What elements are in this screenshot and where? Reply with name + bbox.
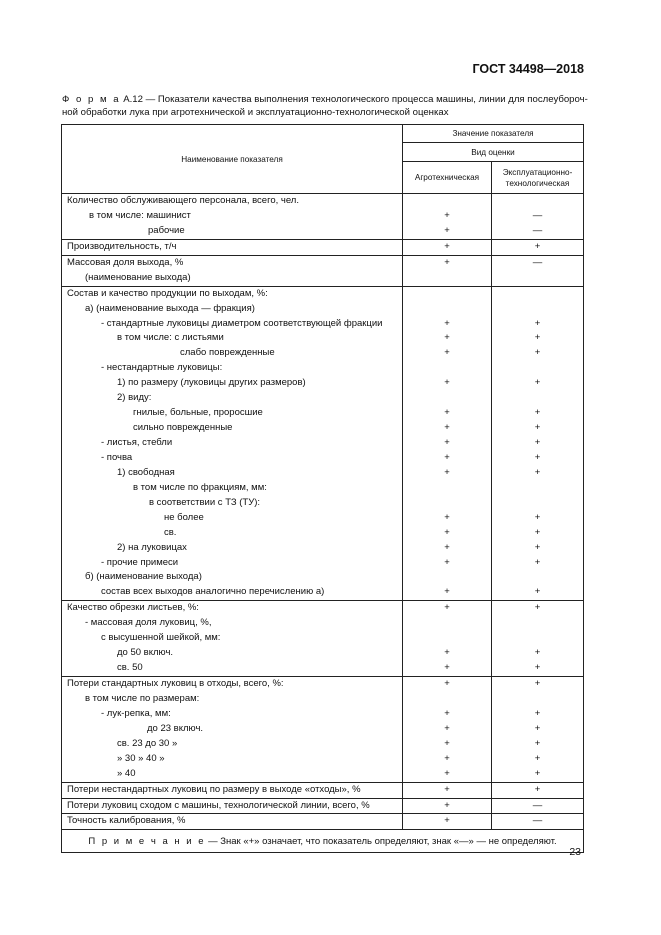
column-header-expl: Эксплуатационно-технологическая [492, 162, 584, 194]
indicator-name: с высушенной шейкой, мм: [62, 631, 403, 646]
expl-value [492, 391, 584, 406]
expl-value: + [492, 376, 584, 391]
page-number: 23 [569, 846, 581, 858]
agro-value: + [403, 661, 492, 676]
table-row [62, 239, 584, 255]
agro-value: + [403, 752, 492, 767]
table-row [62, 466, 584, 481]
agro-value: + [403, 331, 492, 346]
note-word: П р и м е ч а н и е [88, 835, 206, 847]
table-row [62, 677, 584, 692]
indicator-name: 1) по размеру (луковицы других размеров) [62, 376, 403, 391]
table-row [62, 255, 584, 270]
document-code: ГОСТ 34498—2018 [472, 62, 584, 76]
agro-value: + [403, 798, 492, 814]
indicator-name: - стандартные луковицы диаметром соответствующей фракции [62, 317, 403, 332]
table-row [62, 631, 584, 646]
table-row [62, 767, 584, 782]
indicator-name: до 23 включ. [62, 722, 403, 737]
agro-value [403, 361, 492, 376]
expl-value: — [492, 209, 584, 224]
table-row [62, 570, 584, 585]
expl-value [492, 361, 584, 376]
table-row [62, 556, 584, 571]
table-row [62, 421, 584, 436]
expl-value [492, 496, 584, 511]
indicator-name: Количество обслуживающего персонала, всего, чел. [62, 194, 403, 209]
indicator-name: Потери нестандартных луковиц по размеру в выходе «отходы», % [62, 782, 403, 798]
expl-value [492, 302, 584, 317]
indicator-name: слабо поврежденные [62, 346, 403, 361]
agro-value [403, 570, 492, 585]
expl-value: + [492, 466, 584, 481]
indicator-name: Потери луковиц сходом с машины, технологической линии, всего, % [62, 798, 403, 814]
expl-value: + [492, 421, 584, 436]
table-row [62, 511, 584, 526]
agro-value: + [403, 737, 492, 752]
table-row [62, 209, 584, 224]
indicator-name: в соответствии с ТЗ (ТУ): [62, 496, 403, 511]
table-row [62, 271, 584, 286]
table-row [62, 481, 584, 496]
expl-value: — [492, 255, 584, 270]
expl-value: + [492, 601, 584, 616]
column-header-kind: Вид оценки [403, 143, 584, 162]
table-row [62, 692, 584, 707]
table-row [62, 707, 584, 722]
indicator-name: Массовая доля выхода, % [62, 255, 403, 270]
agro-value [403, 391, 492, 406]
agro-value: + [403, 556, 492, 571]
table-note [62, 830, 584, 853]
agro-value [403, 692, 492, 707]
indicator-name: 2) на луковицах [62, 541, 403, 556]
indicator-name: св. 23 до 30 » [62, 737, 403, 752]
expl-value: + [492, 752, 584, 767]
expl-value: — [492, 798, 584, 814]
indicator-name: - листья, стебли [62, 436, 403, 451]
form-word: Ф о р м а [62, 94, 121, 105]
table-row [62, 814, 584, 830]
agro-value: + [403, 511, 492, 526]
indicator-name: состав всех выходов аналогично перечислению а) [62, 585, 403, 600]
table-row [62, 361, 584, 376]
indicator-name: Точность калибрования, % [62, 814, 403, 830]
agro-value: + [403, 526, 492, 541]
agro-value: + [403, 255, 492, 270]
column-header-value: Значение показателя [403, 125, 584, 143]
indicator-name: рабочие [62, 224, 403, 239]
expl-value: + [492, 782, 584, 798]
indicator-name: Состав и качество продукции по выходам, %: [62, 286, 403, 301]
table-row [62, 391, 584, 406]
expl-value: + [492, 646, 584, 661]
expl-value: + [492, 541, 584, 556]
indicator-name: не более [62, 511, 403, 526]
indicator-name: Производительность, т/ч [62, 239, 403, 255]
agro-value [403, 194, 492, 209]
table-row [62, 451, 584, 466]
expl-value: + [492, 526, 584, 541]
expl-value [492, 616, 584, 631]
indicator-name: » 30 » 40 » [62, 752, 403, 767]
agro-value: + [403, 814, 492, 830]
indicator-name: - лук-репка, мм: [62, 707, 403, 722]
indicator-name: 2) виду: [62, 391, 403, 406]
expl-value [492, 481, 584, 496]
indicator-name: до 50 включ. [62, 646, 403, 661]
table-row [62, 194, 584, 209]
indicator-name: Потери стандартных луковиц в отходы, всего, %: [62, 677, 403, 692]
agro-value: + [403, 451, 492, 466]
expl-value: + [492, 346, 584, 361]
table-row [62, 616, 584, 631]
agro-value: + [403, 541, 492, 556]
agro-value [403, 616, 492, 631]
table-row [62, 722, 584, 737]
table-row [62, 782, 584, 798]
indicator-name: - прочие примеси [62, 556, 403, 571]
expl-value: + [492, 661, 584, 676]
table-row [62, 541, 584, 556]
agro-value: + [403, 376, 492, 391]
expl-value: + [492, 436, 584, 451]
table-row [62, 752, 584, 767]
agro-value [403, 302, 492, 317]
agro-value: + [403, 209, 492, 224]
table-row [62, 496, 584, 511]
agro-value: + [403, 239, 492, 255]
indicator-name: сильно поврежденные [62, 421, 403, 436]
indicator-name: - массовая доля луковиц, %, [62, 616, 403, 631]
agro-value: + [403, 585, 492, 600]
expl-value [492, 194, 584, 209]
indicator-name: б) (наименование выхода) [62, 570, 403, 585]
indicator-name: в том числе: машинист [62, 209, 403, 224]
table-row [62, 286, 584, 301]
table-row [62, 737, 584, 752]
column-header-agro: Агротехническая [403, 162, 492, 194]
expl-value [492, 631, 584, 646]
table-row [62, 661, 584, 676]
agro-value: + [403, 767, 492, 782]
table-row [62, 436, 584, 451]
table-row [62, 302, 584, 317]
expl-value [492, 286, 584, 301]
table-caption [62, 93, 600, 119]
agro-value: + [403, 436, 492, 451]
table-row [62, 317, 584, 332]
agro-value: + [403, 406, 492, 421]
caption-text: А.12 — Показатели качества выполнения технологического процесса машины, линии для послеубороч-ной обработки лука при агротехнической и эксплуатационно-технологической оценках [62, 94, 588, 118]
expl-value: + [492, 722, 584, 737]
agro-value: + [403, 677, 492, 692]
agro-value: + [403, 601, 492, 616]
expl-value: + [492, 406, 584, 421]
indicator-name: а) (наименование выхода — фракция) [62, 302, 403, 317]
table-body [62, 194, 584, 830]
agro-value [403, 631, 492, 646]
table-row [62, 646, 584, 661]
indicator-name: в том числе по размерам: [62, 692, 403, 707]
indicator-name: (наименование выхода) [62, 271, 403, 286]
indicator-name: 1) свободная [62, 466, 403, 481]
indicator-name: св. 50 [62, 661, 403, 676]
table-row [62, 601, 584, 616]
agro-value: + [403, 722, 492, 737]
expl-value: — [492, 814, 584, 830]
expl-value: + [492, 317, 584, 332]
agro-value: + [403, 224, 492, 239]
indicator-name: Качество обрезки листьев, %: [62, 601, 403, 616]
table-row [62, 585, 584, 600]
indicator-name: гнилые, больные, проросшие [62, 406, 403, 421]
agro-value: + [403, 421, 492, 436]
table-row [62, 798, 584, 814]
table-row [62, 331, 584, 346]
expl-value: + [492, 737, 584, 752]
agro-value: + [403, 346, 492, 361]
expl-value: + [492, 707, 584, 722]
expl-value: + [492, 511, 584, 526]
expl-value: + [492, 556, 584, 571]
indicator-name: - почва [62, 451, 403, 466]
expl-value: + [492, 239, 584, 255]
agro-value: + [403, 466, 492, 481]
column-header-name: Наименование показателя [62, 125, 403, 194]
note-text: — Знак «+» означает, что показатель определяют, знак «—» — не определяют. [205, 835, 557, 847]
indicator-name: - нестандартные луковицы: [62, 361, 403, 376]
agro-value [403, 271, 492, 286]
table-row [62, 376, 584, 391]
agro-value: + [403, 782, 492, 798]
indicator-name: в том числе по фракциям, мм: [62, 481, 403, 496]
agro-value: + [403, 707, 492, 722]
expl-value: + [492, 767, 584, 782]
expl-value: + [492, 331, 584, 346]
table-row [62, 406, 584, 421]
expl-value: + [492, 585, 584, 600]
indicator-name: в том числе: с листьями [62, 331, 403, 346]
agro-value [403, 496, 492, 511]
indicator-name: » 40 [62, 767, 403, 782]
agro-value [403, 286, 492, 301]
table-row [62, 526, 584, 541]
expl-value: — [492, 224, 584, 239]
table-row [62, 224, 584, 239]
expl-value: + [492, 677, 584, 692]
expl-value [492, 271, 584, 286]
expl-value [492, 570, 584, 585]
expl-value: + [492, 451, 584, 466]
agro-value: + [403, 317, 492, 332]
agro-value: + [403, 646, 492, 661]
indicators-table [61, 124, 584, 853]
agro-value [403, 481, 492, 496]
expl-value [492, 692, 584, 707]
indicator-name: св. [62, 526, 403, 541]
table-row [62, 346, 584, 361]
